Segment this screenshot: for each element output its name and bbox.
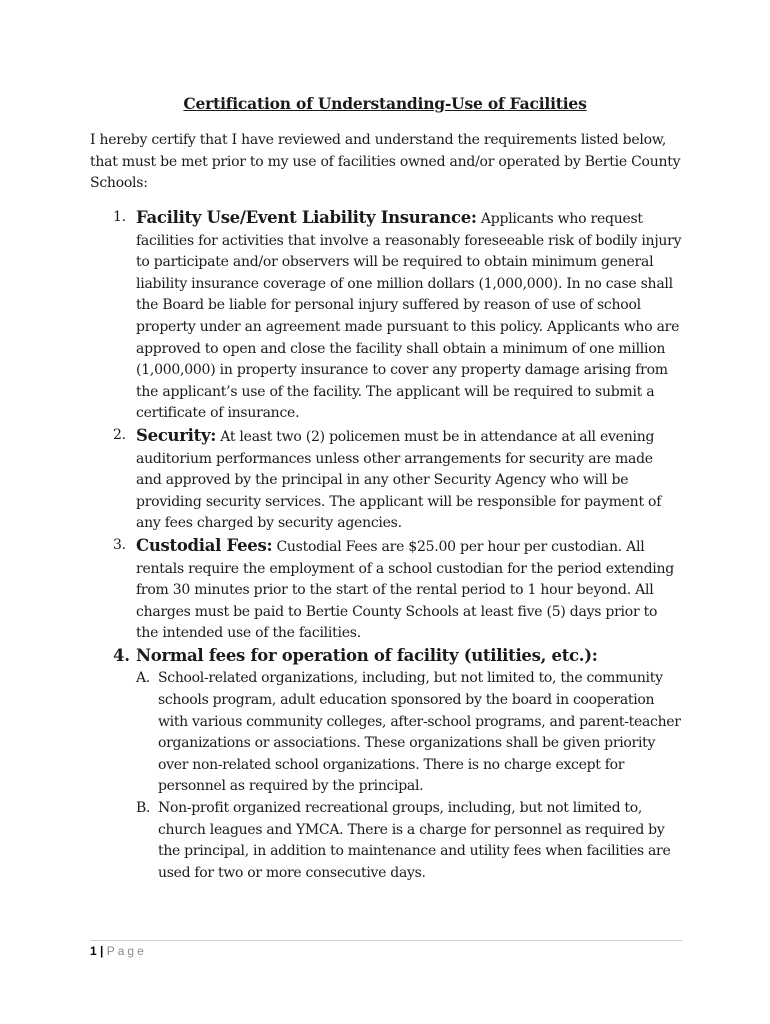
page-footer [90, 944, 147, 958]
sub-item-school-related [136, 668, 682, 798]
item-number: 4. [113, 645, 130, 665]
item-number: 1. [113, 209, 126, 225]
page-number: 1 [90, 944, 97, 958]
item-heading: Normal fees for operation of facility (utilities, etc.): [136, 645, 598, 665]
item-text: At least two (2) policemen must be in attendance at all evening auditorium performances unless other arrangements for security are made and approved by the principal in any other Security Agency who will be providing security services. The applicant will be responsible for payment of any fees charged by security agencies. [136, 428, 662, 532]
item-text: Applicants who request facilities for activities that involve a reasonably foreseeable risk of bodily injury to participate and/or observers will be required to obtain minimum general liability insurance coverage of one million dollars (1,000,000). In no case shall the Board be liable for personal injury suffered by reason of use of school property under an agreement made pursuant to this policy. Applicants who are approved to open and close the facility shall obtain a minimum of one million (1,000,000) in property insurance to cover any property damage arising from the applicant’s use of the facility. The applicant will be required to submit a certificate of insurance. [136, 211, 682, 422]
document-title: Certification of Understanding-Use of Facilities [183, 94, 587, 113]
list-item-normal-fees [0, 645, 682, 885]
page-label: Page [106, 944, 147, 958]
item-heading: Facility Use/Event Liability Insurance: [136, 208, 477, 227]
sub-item-text: Non-profit organized recreational groups, including, but not limited to, church leagues and YMCA. There is a charge for personnel as required by the principal, in addition to maintenance and utility fees when facilities are used for two or more consecutive days. [158, 800, 671, 881]
sub-item-letter: A. [136, 670, 150, 687]
list-item-custodial-fees [0, 535, 682, 645]
item-text: Custodial Fees are $25.00 per hour per custodian. All rentals require the employment of a school custodian for the period extending from 30 minutes prior to the start of the rental period to 1 hour beyond. All charges must be paid to Bertie County Schools at least five (5) days prior to the intended use of the facilities. [136, 538, 675, 642]
list-item-insurance [0, 207, 682, 425]
requirements-list [0, 207, 770, 884]
footer-separator: | [100, 944, 104, 958]
sub-list [136, 668, 682, 884]
item-heading: Custodial Fees: [136, 535, 273, 555]
list-item-security [0, 425, 682, 535]
footer-divider [90, 940, 682, 941]
item-number: 3. [113, 536, 126, 553]
intro-paragraph: I hereby certify that I have reviewed and understand the requirements listed below, that must be met prior to my use of facilities owned and/or operated by Bertie County Schools: [90, 132, 681, 191]
item-heading: Security: [136, 425, 217, 445]
item-number: 2. [113, 426, 126, 443]
sub-item-non-profit [136, 798, 682, 884]
sub-item-letter: B. [136, 800, 151, 817]
sub-item-text: School-related organizations, including, but not limited to, the community schools program, adult education sponsored by the board in cooperation with various community colleges, after-school programs, and parent-teacher organizations or associations. These organizations shall be given priority over non-related school organizations. There is no charge except for personnel as required by the principal. [158, 670, 681, 795]
